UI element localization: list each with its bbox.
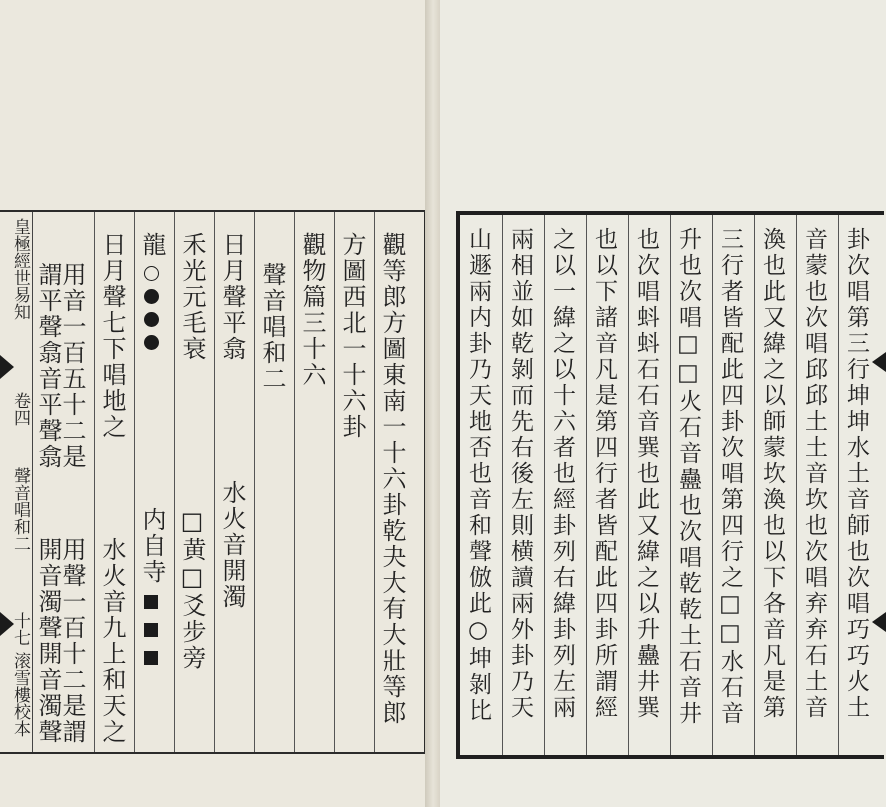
right-text-frame <box>456 211 884 759</box>
text-column: □黄□爻步旁 <box>178 507 206 671</box>
column-rule <box>214 212 215 752</box>
column-rule <box>586 215 587 755</box>
column-rule <box>670 215 671 755</box>
fishtail-mark <box>0 612 14 636</box>
fishtail-mark <box>872 612 886 632</box>
fishtail-mark <box>872 352 886 372</box>
text-column: 聲音唱和二 <box>258 262 286 392</box>
open-circle-icon <box>144 266 159 281</box>
glyph-group <box>144 264 164 356</box>
text-column: 龍 <box>138 232 166 258</box>
column-rule <box>838 215 839 755</box>
text-column: 山遯兩内卦乃天地否也音和聲倣此○坤剝比 <box>465 227 491 724</box>
column-rule <box>754 215 755 755</box>
text-column: 用音一百五十二是 <box>58 262 86 470</box>
text-column: 謂平聲翕音平聲翕 <box>34 262 62 470</box>
left-text-frame <box>0 210 426 754</box>
column-rule <box>502 215 503 755</box>
text-column: 觀物篇三十六 <box>298 232 326 388</box>
column-rule <box>134 212 135 752</box>
text-column: 渙也此又緯之以師蒙坎渙也以下各音凡是第 <box>759 227 785 721</box>
page-spine <box>0 212 33 752</box>
text-column: 水火音開濁 <box>218 480 246 610</box>
text-column: 禾光元毛衰 <box>178 232 206 362</box>
publisher-mark: 滚雪樓校本 <box>10 652 30 737</box>
text-column: 之以一緯之以十六者也經卦列右緯卦列左兩 <box>549 227 575 721</box>
column-rule <box>254 212 255 752</box>
text-column: 日月聲平翕 <box>218 232 246 362</box>
column-rule <box>174 212 175 752</box>
filled-circle-icon <box>144 312 159 327</box>
text-column: 三行者皆配此四卦次唱第四行之□□水石音 <box>717 227 743 727</box>
left-page <box>0 0 425 807</box>
text-column: 内自寺 <box>138 507 166 585</box>
volume-number: 卷四 <box>10 392 30 426</box>
column-rule <box>544 215 545 755</box>
book-title: 皇極經世易知 <box>10 218 30 320</box>
text-column: 卦次唱第三行坤坤水土音師也次唱巧巧火土 <box>843 227 869 721</box>
text-column: 兩相並如乾剝而先右後左則横讀兩外卦乃天 <box>507 227 533 721</box>
text-column: 日月聲七下唱地之 <box>98 232 126 440</box>
fishtail-mark <box>0 355 14 379</box>
column-rule <box>334 212 335 752</box>
book-gutter <box>425 0 440 807</box>
filled-square-icon <box>144 651 158 665</box>
text-column: 開音濁聲開音濁聲 <box>34 537 62 745</box>
text-column: 觀等郎方圖東南一十六卦乾夬大有大壯等郎 <box>378 232 406 726</box>
filled-circle-icon <box>144 335 159 350</box>
filled-square-icon <box>144 623 158 637</box>
column-rule <box>294 212 295 752</box>
column-rule <box>374 212 375 752</box>
section-title: 聲音唱和二 <box>10 467 30 552</box>
text-column: 也以下諸音凡是第四行者皆配此四卦所謂經 <box>591 227 617 721</box>
column-rule <box>628 215 629 755</box>
folio-number: 十七 <box>10 612 30 646</box>
column-rule <box>796 215 797 755</box>
glyph-group <box>144 590 164 674</box>
text-column: 方圖西北一十六卦 <box>338 232 366 440</box>
text-column: 升也次唱□□火石音蠱也次唱乾乾土石音井 <box>675 227 701 727</box>
column-rule <box>712 215 713 755</box>
filled-circle-icon <box>144 289 159 304</box>
text-column: 音蒙也次唱邱邱土土音坎也次唱弃弃石土音 <box>801 227 827 721</box>
filled-square-icon <box>144 595 158 609</box>
column-rule <box>94 212 95 752</box>
text-column: 用聲一百十二是謂 <box>58 537 86 745</box>
text-column: 水火音九上和天之 <box>98 537 126 745</box>
text-column: 也次唱蚪蚪石石音巽也此又緯之以升蠱井巽 <box>633 227 659 721</box>
